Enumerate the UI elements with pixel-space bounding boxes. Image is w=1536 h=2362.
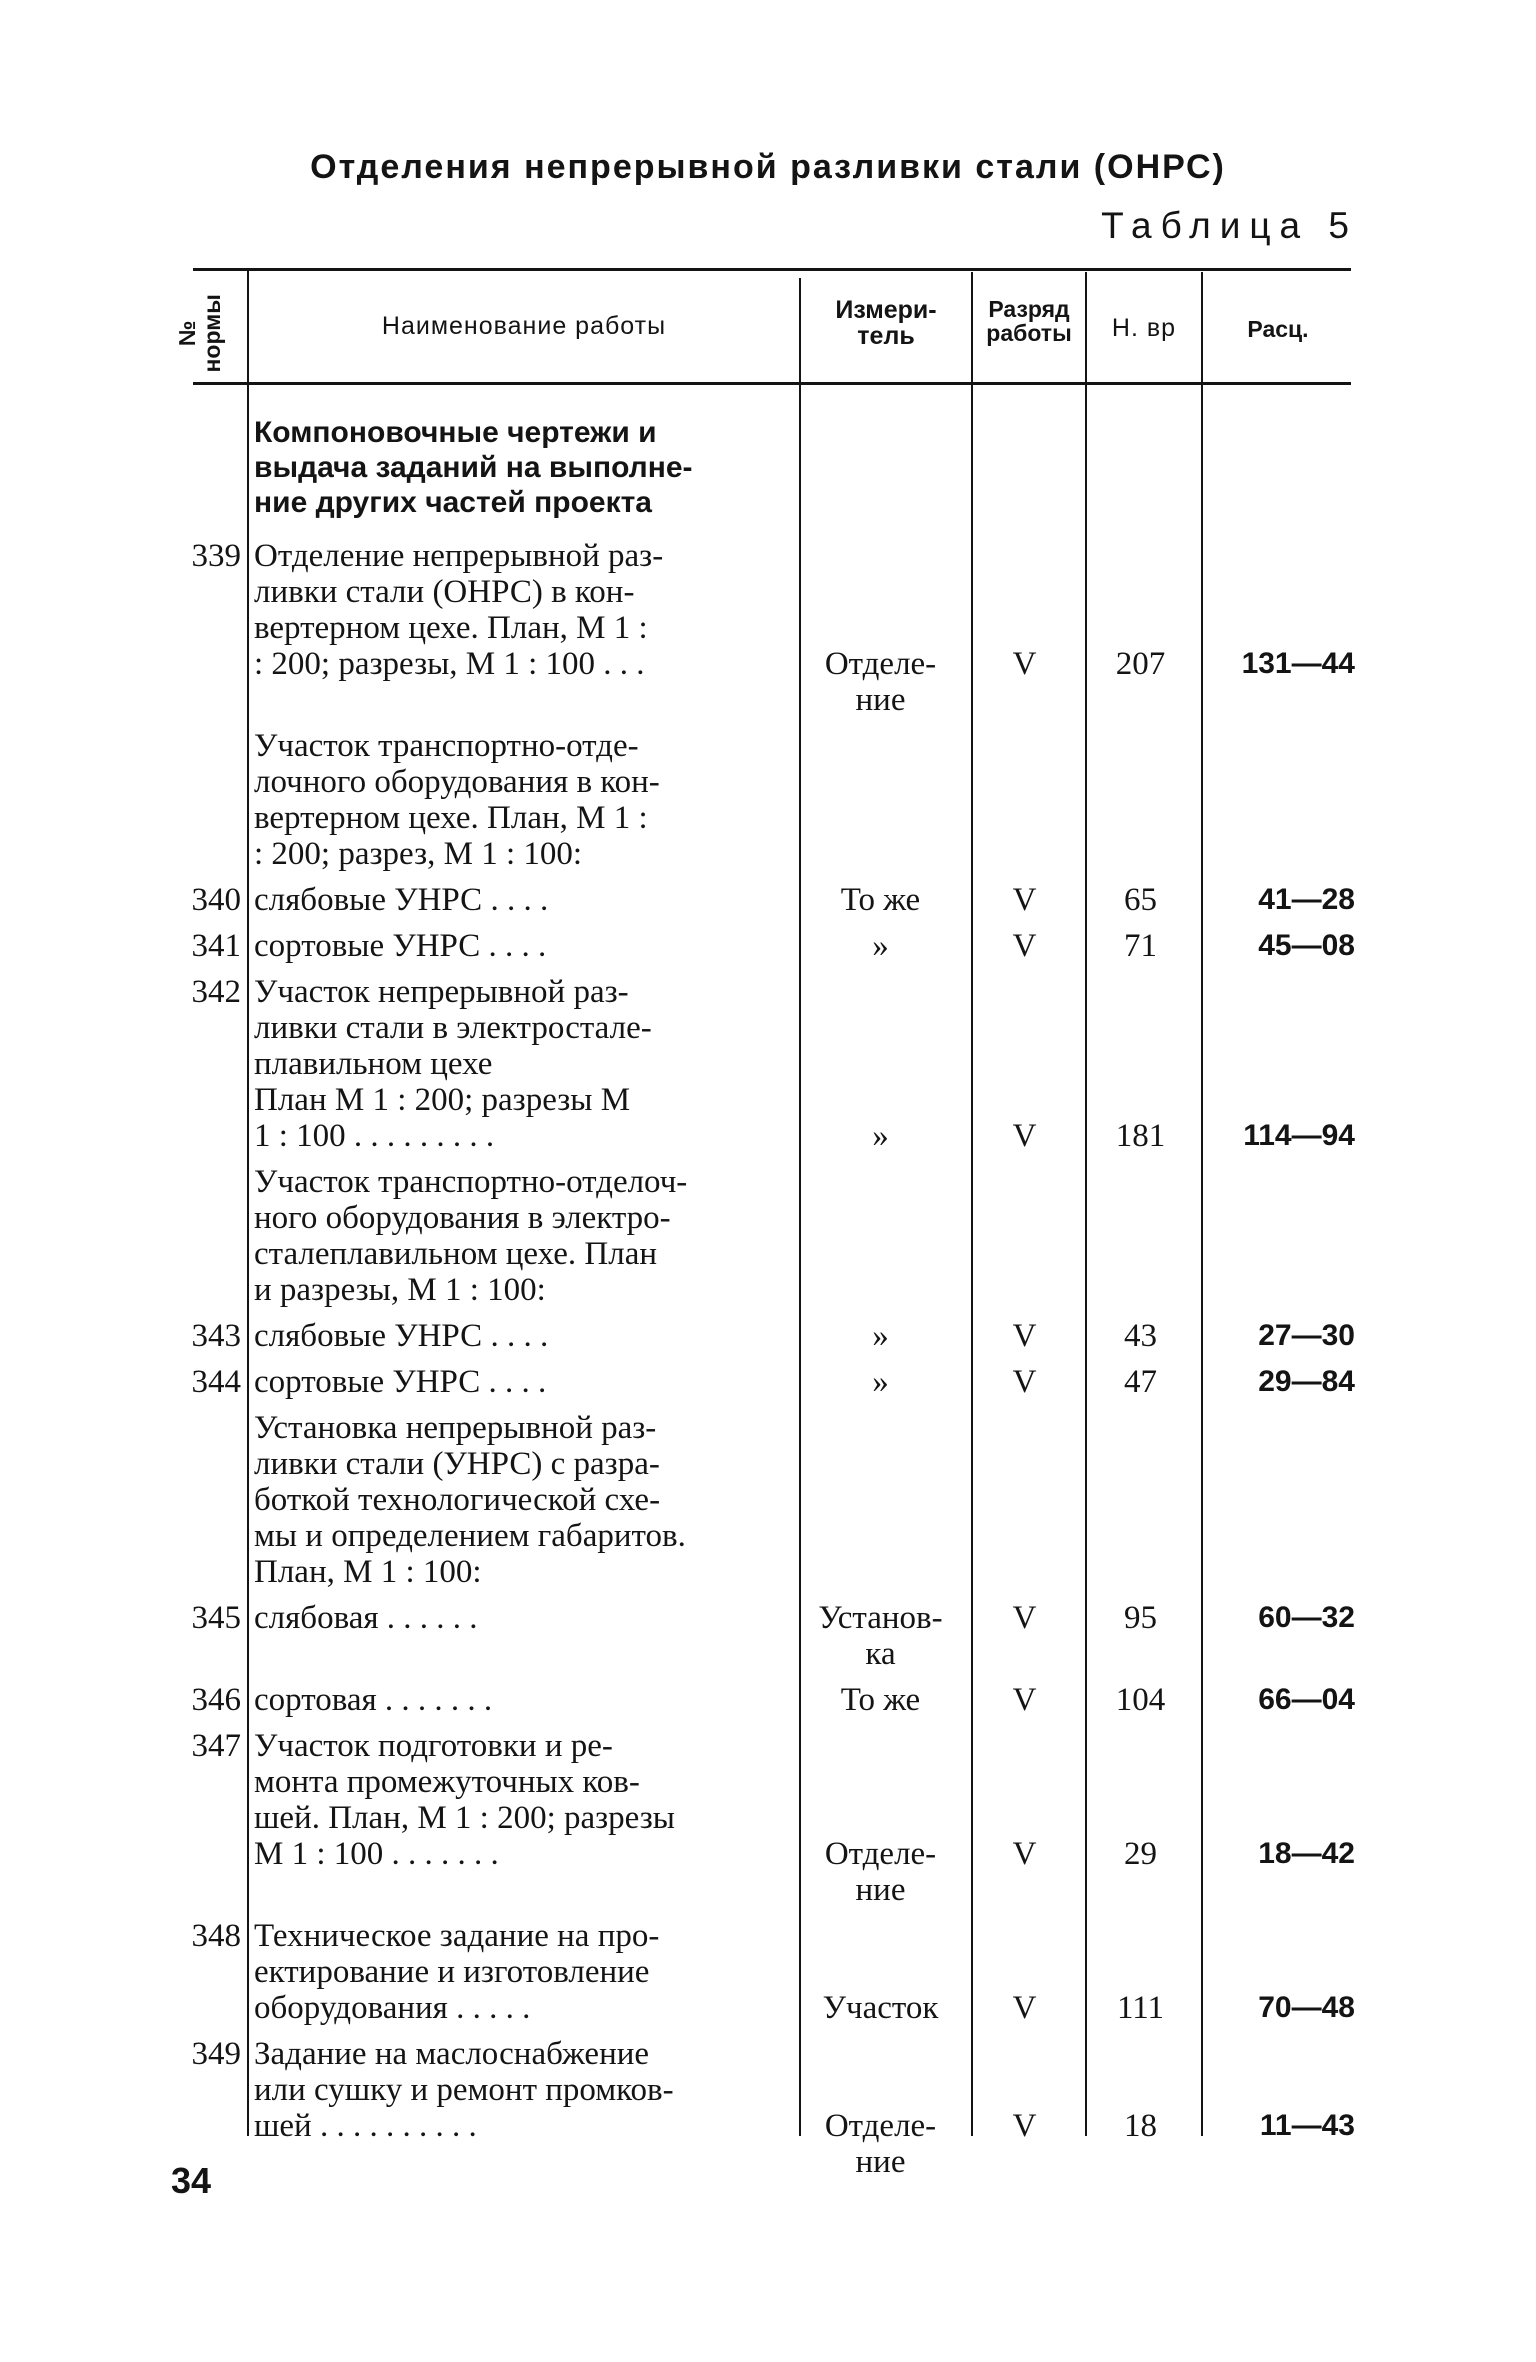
work-name-line: оборудования . . . . .: [254, 1990, 531, 2026]
unit-cell: [793, 1600, 968, 1672]
grade-cell: V: [1012, 1318, 1037, 1354]
norm-number: 340: [191, 882, 241, 918]
row-values: [793, 646, 1355, 718]
header-no-label: [175, 294, 226, 372]
unit-cell: [793, 1682, 968, 1718]
unit-cell: [793, 882, 968, 918]
table-row: [0, 1164, 1536, 1308]
work-name-line: боткой технологической схе-: [254, 1482, 661, 1518]
header-no-line: нормы: [199, 293, 225, 373]
unit-line: »: [872, 1118, 889, 1154]
norm-number: 343: [191, 1318, 241, 1354]
work-name-line: План М 1 : 200; разрезы М: [254, 1082, 631, 1118]
work-name-line: лочного оборудования в кон-: [254, 764, 660, 800]
table-row: [0, 1728, 1536, 1908]
unit-line: »: [872, 1364, 889, 1400]
rate-cell: 27—30: [1258, 1319, 1355, 1352]
grade-cell: V: [1012, 2108, 1037, 2144]
row-values: [793, 1118, 1355, 1154]
work-name: [245, 1728, 793, 1872]
header-no-line: №: [173, 320, 200, 346]
grade-cell: V: [1012, 1682, 1037, 1718]
unit-line: ние: [855, 2144, 906, 2180]
header-unit-line: Измери-: [835, 296, 937, 324]
row-values: [793, 1364, 1355, 1400]
header-unit-line: тель: [857, 322, 915, 351]
unit-line: ние: [855, 682, 906, 718]
row-values: [793, 1836, 1355, 1908]
header-no: [150, 293, 250, 373]
grade-cell: V: [1012, 1836, 1037, 1872]
time-norm-cell: 43: [1124, 1318, 1157, 1354]
rate-cell: 18—42: [1258, 1837, 1355, 1870]
work-name-line: : 200; разрезы, М 1 : 100 . . .: [254, 646, 645, 682]
work-name-line: сортовые УНРС . . . .: [254, 1364, 547, 1400]
unit-line: То же: [840, 882, 921, 918]
work-name: [245, 974, 793, 1154]
work-name-line: слябовые УНРС . . . .: [254, 882, 549, 918]
table-label: Таблица 5: [1101, 205, 1358, 246]
rate-cell: 11—43: [1259, 2109, 1355, 2142]
work-name-line: Техническое задание на про-: [254, 1918, 660, 1954]
work-name-line: Участок подготовки и ре-: [254, 1728, 613, 1764]
work-name-line: Участок транспортно-отделоч-: [254, 1164, 688, 1200]
norm-number: 344: [191, 1364, 241, 1400]
table-row: [0, 538, 1536, 718]
work-name: [245, 1164, 793, 1308]
work-name-line: План, М 1 : 100:: [254, 1554, 482, 1590]
work-name: [245, 1600, 793, 1636]
grade-cell: V: [1012, 1364, 1037, 1400]
work-name: [245, 1318, 793, 1354]
unit-cell: [793, 1990, 968, 2026]
work-name-line: 1 : 100 . . . . . . . . .: [254, 1118, 495, 1154]
table-row: [0, 415, 1536, 520]
table-top-rule: [193, 268, 1351, 271]
unit-line: Отделе-: [824, 1836, 937, 1872]
norm-number: 346: [191, 1682, 241, 1718]
work-name-line: шей . . . . . . . . . .: [254, 2108, 477, 2144]
work-name-line: сталеплавильном цехе. План: [254, 1236, 658, 1272]
work-name-line: Задание на маслоснабжение: [254, 2036, 650, 2072]
header-time: Н. вр: [1111, 314, 1177, 342]
work-name: [245, 1918, 793, 2026]
work-name-line: ливки стали (УНРС) с разра-: [254, 1446, 660, 1482]
work-name: [245, 928, 793, 964]
work-name-line: сортовая . . . . . . .: [254, 1682, 493, 1718]
grade-cell: V: [1012, 882, 1037, 918]
work-name-line: Компоновочные чертежи и: [254, 416, 657, 449]
work-name-line: Участок транспортно-отде-: [254, 728, 639, 764]
grade-cell: V: [1012, 1600, 1037, 1636]
unit-line: ние: [855, 1872, 906, 1908]
unit-line: Установ-: [818, 1600, 943, 1636]
work-name: [245, 882, 793, 918]
work-name-line: монта промежуточных ков-: [254, 1764, 640, 1800]
work-name-line: ние других частей проекта: [254, 486, 652, 519]
work-name: [245, 538, 793, 682]
work-name-line: выдача заданий на выполне-: [254, 451, 693, 484]
unit-cell: [793, 646, 968, 718]
work-name-line: и разрезы, М 1 : 100:: [254, 1272, 546, 1308]
row-values: [793, 928, 1355, 964]
rate-cell: 70—48: [1258, 1991, 1355, 2024]
time-norm-cell: 111: [1116, 1990, 1165, 2026]
grade-cell: V: [1012, 1118, 1037, 1154]
page-number: 34: [171, 2160, 212, 2201]
table-row: [0, 1682, 1536, 1718]
unit-cell: [793, 2108, 968, 2180]
header-bottom-rule: [193, 382, 1351, 385]
work-name-line: мы и определением габаритов.: [254, 1518, 686, 1554]
unit-line: Отделе-: [824, 646, 937, 682]
work-name: [245, 1682, 793, 1718]
time-norm-cell: 65: [1124, 882, 1157, 918]
norm-number: 339: [191, 538, 241, 574]
rate-cell: 131—44: [1241, 647, 1355, 680]
work-name-line: Отделение непрерывной раз-: [254, 538, 664, 574]
time-norm-cell: 18: [1124, 2108, 1157, 2144]
grade-cell: V: [1012, 1990, 1037, 2026]
rate-cell: 114—94: [1243, 1119, 1355, 1152]
work-name-line: ливки стали (ОНРС) в кон-: [254, 574, 635, 610]
work-name-line: Установка непрерывной раз-: [254, 1410, 657, 1446]
time-norm-cell: 29: [1124, 1836, 1157, 1872]
table-row: [0, 1364, 1536, 1400]
work-name-line: слябовая . . . . . .: [254, 1600, 478, 1636]
unit-cell: [793, 1836, 968, 1908]
table-row: [0, 1410, 1536, 1590]
header-grade: [973, 297, 1085, 345]
rate-cell: 45—08: [1258, 929, 1355, 962]
time-norm-cell: 95: [1124, 1600, 1157, 1636]
row-values: [793, 1600, 1355, 1672]
work-name: [245, 2036, 793, 2144]
row-values: [793, 882, 1355, 918]
unit-line: »: [872, 928, 889, 964]
norm-number: 347: [191, 1728, 241, 1764]
grade-cell: V: [1012, 928, 1037, 964]
work-name-line: слябовые УНРС . . . .: [254, 1318, 549, 1354]
table-row: [0, 1600, 1536, 1672]
work-name: [245, 415, 793, 520]
norm-number: 342: [191, 974, 241, 1010]
header-unit: [801, 297, 971, 350]
rate-cell: 29—84: [1258, 1365, 1355, 1398]
rate-cell: 66—04: [1258, 1683, 1355, 1716]
grade-cell: V: [1012, 646, 1037, 682]
header-name: Наименование работы: [381, 312, 667, 340]
norm-number: 349: [191, 2036, 241, 2072]
time-norm-cell: 181: [1115, 1118, 1166, 1154]
table-body: [0, 415, 1536, 2190]
work-name-line: ного оборудования в электро-: [254, 1200, 671, 1236]
header-grade-line: Разряд: [988, 296, 1070, 322]
row-values: [793, 2108, 1355, 2180]
work-name-line: ливки стали в электростале-: [254, 1010, 652, 1046]
unit-cell: [793, 1364, 968, 1400]
time-norm-cell: 47: [1124, 1364, 1157, 1400]
unit-line: То же: [840, 1682, 921, 1718]
header-rate: Расц.: [1247, 316, 1309, 342]
work-name: [245, 728, 793, 872]
table-row: [0, 1318, 1536, 1354]
table-row: [0, 1918, 1536, 2026]
table-row: [0, 882, 1536, 918]
row-values: [793, 1318, 1355, 1354]
time-norm-cell: 71: [1124, 928, 1157, 964]
unit-cell: [793, 1318, 968, 1354]
unit-cell: [793, 928, 968, 964]
time-norm-cell: 207: [1115, 646, 1166, 682]
work-name-line: М 1 : 100 . . . . . . .: [254, 1836, 499, 1872]
work-name-line: вертерном цехе. План, М 1 :: [254, 800, 648, 836]
norm-number: 348: [191, 1918, 241, 1954]
work-name-line: Участок непрерывной раз-: [254, 974, 629, 1010]
norm-number: 341: [191, 928, 241, 964]
work-name-line: вертерном цехе. План, М 1 :: [254, 610, 648, 646]
unit-line: »: [872, 1318, 889, 1354]
unit-line: ка: [865, 1636, 896, 1672]
time-norm-cell: 104: [1115, 1682, 1166, 1718]
table-row: [0, 928, 1536, 964]
table-row: [0, 974, 1536, 1154]
page-title: Отделения непрерывной разливки стали (ОНРС): [310, 148, 1226, 186]
unit-line: Отделе-: [824, 2108, 937, 2144]
row-values: [793, 1990, 1355, 2026]
work-name: [245, 1364, 793, 1400]
table-row: [0, 728, 1536, 872]
rate-cell: 41—28: [1258, 883, 1355, 916]
row-values: [793, 1682, 1355, 1718]
work-name: [245, 1410, 793, 1590]
rate-cell: 60—32: [1258, 1601, 1355, 1634]
work-name-line: или сушку и ремонт промков-: [254, 2072, 674, 2108]
work-name-line: сортовые УНРС . . . .: [254, 928, 547, 964]
header-grade-line: работы: [986, 320, 1072, 347]
work-name-line: плавильном цехе: [254, 1046, 493, 1082]
work-name-line: : 200; разрез, М 1 : 100:: [254, 836, 583, 872]
table-row: [0, 2036, 1536, 2180]
unit-line: Участок: [822, 1990, 939, 2026]
work-name-line: ектирование и изготовление: [254, 1954, 650, 1990]
work-name-line: шей. План, М 1 : 200; разрезы: [254, 1800, 675, 1836]
unit-cell: [793, 1118, 968, 1154]
norm-number: 345: [191, 1600, 241, 1636]
